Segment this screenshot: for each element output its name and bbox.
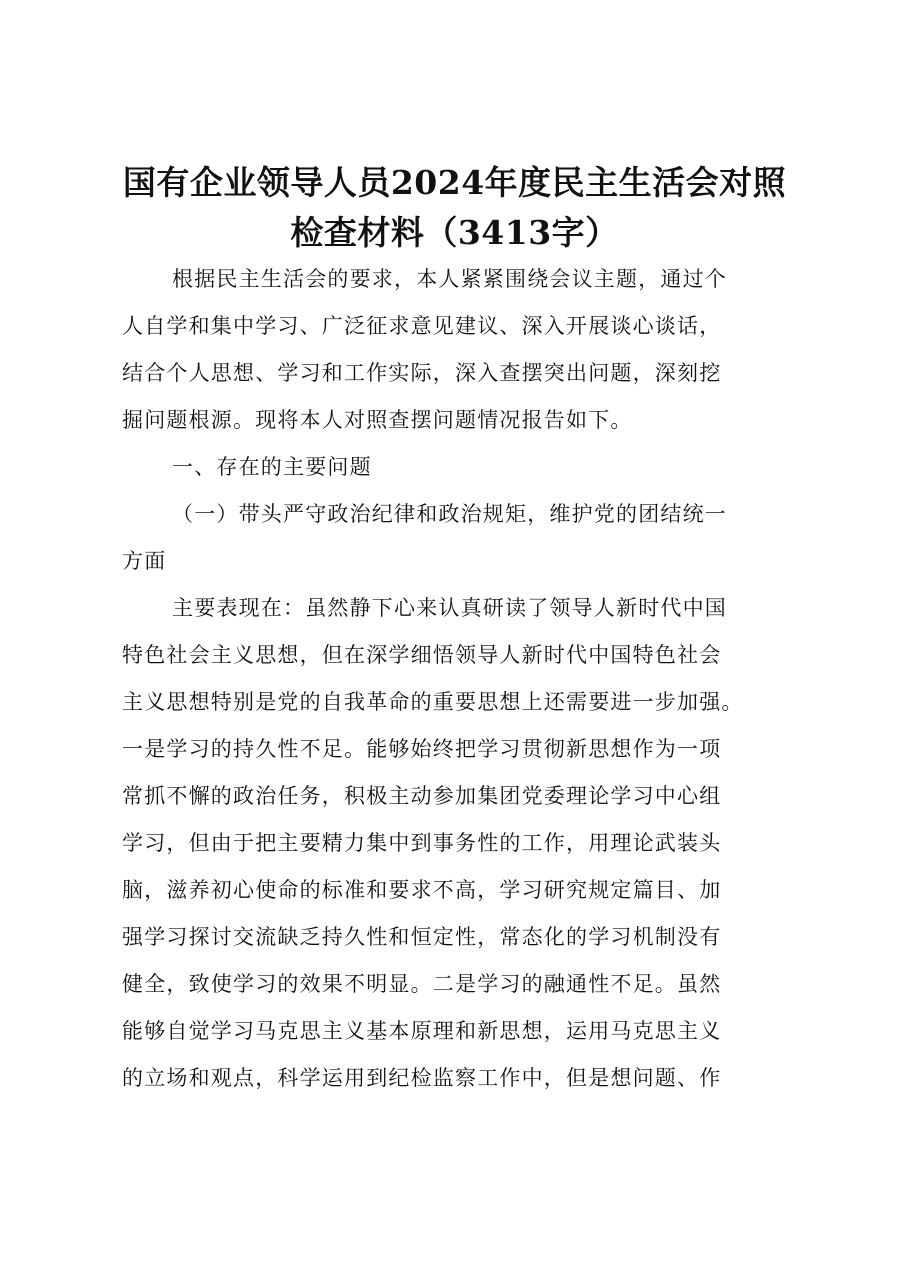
document-body xyxy=(122,256,802,1102)
subsection-heading-line: （一）带头严守政治纪律和政治规矩，维护党的团结统一 xyxy=(172,502,727,526)
paragraph-line: 能够自觉学习马克思主义基本原理和新思想，运用马克思主义 xyxy=(122,1019,722,1043)
paragraph-line: 主义思想特别是党的自我革命的重要思想上还需要进一步加强。 xyxy=(122,690,744,714)
intro-line: 掘问题根源。现将本人对照查摆问题情况报告如下。 xyxy=(122,408,633,432)
paragraph-line: 主要表现在：虽然静下心来认真研读了领导人新时代中国 xyxy=(172,596,727,620)
paragraph-line: 特色社会主义思想，但在深学细悟领导人新时代中国特色社会 xyxy=(122,643,722,667)
title-line-2: 检查材料（3413字） xyxy=(290,213,619,252)
section-heading: 一、存在的主要问题 xyxy=(172,455,372,479)
intro-line: 根据民主生活会的要求，本人紧紧围绕会议主题，通过个 xyxy=(172,267,727,291)
paragraph-line: 强学习探讨交流缺乏持久性和恒定性，常态化的学习机制没有 xyxy=(122,925,722,949)
intro-line: 人自学和集中学习、广泛征求意见建议、深入开展谈心谈话， xyxy=(122,314,722,338)
subsection-heading-line: 方面 xyxy=(122,549,167,573)
paragraph-line: 学习，但由于把主要精力集中到事务性的工作，用理论武装头 xyxy=(122,831,722,855)
paragraph-line: 健全，致使学习的效果不明显。二是学习的融通性不足。虽然 xyxy=(122,972,722,996)
paragraph-line: 脑，滋养初心使命的标准和要求不高，学习研究规定篇目、加 xyxy=(122,878,722,902)
paragraph-line: 一是学习的持久性不足。能够始终把学习贯彻新思想作为一项 xyxy=(122,737,722,761)
paragraph-line: 的立场和观点，科学运用到纪检监察工作中，但是想问题、作 xyxy=(122,1066,722,1090)
title-line-1: 国有企业领导人员2024年度民主生活会对照 xyxy=(122,163,787,202)
document-title xyxy=(90,158,819,258)
paragraph-line: 常抓不懈的政治任务，积极主动参加集团党委理论学习中心组 xyxy=(122,784,722,808)
intro-line: 结合个人思想、学习和工作实际，深入查摆突出问题，深刻挖 xyxy=(122,361,722,385)
